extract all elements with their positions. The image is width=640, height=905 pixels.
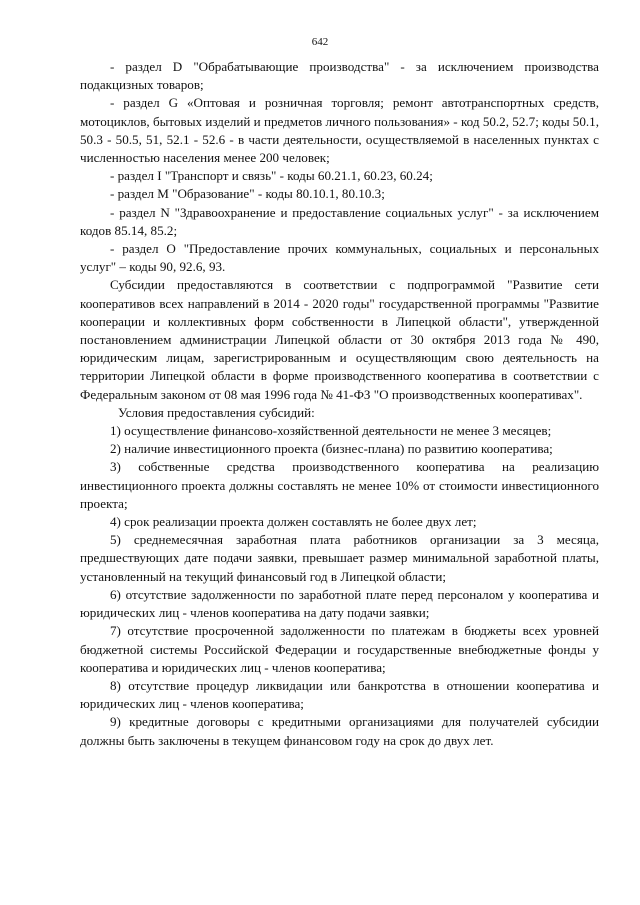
conditions-heading: Условия предоставления субсидий: [118, 404, 315, 420]
condition-item-1: 1) осуществление финансово-хозяйственной деятельности не менее 3 месяцев; [110, 423, 552, 439]
paragraph-subsidies: Субсидии предоставляются в соответствии с подпрограммой "Развитие сети кооперативов всех направлений в 2014 - 2020 годы" государственной программы "Развитие кооперации и коллективных форм собственности в Липецкой области", утвержденной постановлением администрации Липецкой области от 30 октября 2013 года № 490, юридическим лицам, зарегистрированным и осуществляющим свою деятельность на территории Липецкой области в форме производственного кооператива в соответствии с Федеральным законом от 08 мая 1996 года № 41-ФЗ "О производственных кооперативах". [80, 277, 599, 402]
condition-item-8: 8) отсутствие процедур ликвидации или банкротства в отношении кооператива и юридических лиц - членов кооператива; [80, 677, 599, 712]
condition-item-5: 5) среднемесячная заработная плата работников организации за 3 месяца, предшествующих дате подачи заявки, превышает размер минимальной заработной платы, установленный на текущий финансовый год в Липецкой области; [80, 532, 599, 584]
condition-item-7: 7) отсутствие просроченной задолженности по платежам в бюджеты всех уровней бюджетной системы Российской Федерации и государственные внебюджетные фонды у кооператива и юридических лиц - членов кооператива; [80, 623, 599, 675]
paragraph-section-i: - раздел I "Транспорт и связь" - коды 60.21.1, 60.23, 60.24; [110, 168, 433, 184]
page-number: 642 [311, 36, 329, 48]
document-body [80, 58, 599, 750]
condition-item-6: 6) отсутствие задолженности по заработной плате перед персоналом у кооператива и юридических лиц - членов кооператива на дату подачи заявки; [80, 586, 599, 621]
condition-item-9: 9) кредитные договоры с кредитными организациями для получателей субсидии должны быть заключены в текущем финансовом году на срок до двух лет. [80, 714, 599, 748]
paragraph-section-m: - раздел M "Образование" - коды 80.10.1, 80.10.3; [110, 186, 385, 202]
paragraph-section-d: - раздел D "Обрабатывающие производства" - за исключением производства подакцизных товаров; [80, 59, 599, 93]
condition-item-4: 4) срок реализации проекта должен составлять не более двух лет; [110, 514, 477, 530]
paragraph-section-n: - раздел N "Здравоохранение и предоставление социальных услуг" - за исключением кодов 85.14, 85.2; [80, 204, 599, 238]
condition-item-2: 2) наличие инвестиционного проекта (бизнес-плана) по развитию кооператива; [110, 441, 553, 457]
paragraph-section-o: - раздел O "Предоставление прочих коммунальных, социальных и персональных услуг" – коды 90, 92.6, 93. [80, 241, 599, 275]
condition-item-3: 3) собственные средства производственного кооператива на реализацию инвестиционного проекта должны составлять не менее 10% от стоимости инвестиционного проекта; [80, 459, 599, 511]
paragraph-section-g: - раздел G «Оптовая и розничная торговля; ремонт автотранспортных средств, мотоциклов, бытовых изделий и предметов личного пользования» - код 50.2, 52.7; коды 50.1, 50.3 - 50.5, 51, 52.1 - 52.6 - в части деятельности, осуществляемой в населенных пунктах с численностью населения менее 200 человек; [80, 95, 599, 166]
